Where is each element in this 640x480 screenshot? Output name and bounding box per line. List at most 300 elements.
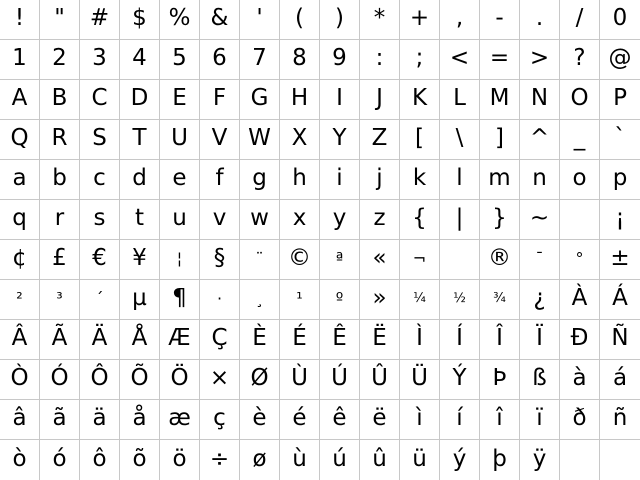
glyph-cell (200, 400, 240, 440)
glyph-character: & (210, 5, 229, 31)
glyph-cell (80, 320, 120, 360)
glyph-cell (560, 40, 600, 80)
glyph-character: ´ (95, 288, 104, 308)
glyph-cell (240, 120, 280, 160)
glyph-character: M (489, 85, 510, 111)
glyph-cell (560, 320, 600, 360)
glyph-cell (520, 80, 560, 120)
glyph-cell (240, 440, 280, 480)
glyph-character: Å (131, 325, 148, 351)
glyph-character: Ñ (611, 325, 629, 351)
glyph-cell (200, 120, 240, 160)
glyph-character: · (216, 288, 223, 308)
glyph-cell (80, 280, 120, 320)
glyph-cell (320, 0, 360, 40)
glyph-cell (600, 40, 640, 80)
glyph-character: 9 (332, 45, 347, 71)
glyph-character: E (172, 85, 187, 111)
glyph-cell (0, 200, 40, 240)
glyph-character: ÿ (532, 445, 547, 472)
glyph-character: j (376, 165, 383, 191)
glyph-cell (280, 200, 320, 240)
glyph-cell (40, 160, 80, 200)
glyph-cell (200, 80, 240, 120)
glyph-cell (520, 280, 560, 320)
glyph-cell (320, 40, 360, 80)
glyph-character: æ (168, 405, 191, 431)
glyph-cell (520, 320, 560, 360)
glyph-cell (160, 280, 200, 320)
glyph-cell (360, 80, 400, 120)
glyph-cell (120, 160, 160, 200)
glyph-character: à (572, 365, 587, 391)
glyph-character: ° (575, 248, 584, 268)
glyph-character: { (412, 205, 427, 231)
glyph-cell (40, 440, 80, 480)
glyph-character: v (212, 205, 227, 231)
glyph-cell (400, 360, 440, 400)
glyph-cell (560, 440, 600, 480)
glyph-character: H (290, 85, 309, 111)
glyph-cell (400, 80, 440, 120)
glyph-character: I (336, 85, 343, 111)
glyph-cell (480, 320, 520, 360)
glyph-cell (160, 440, 200, 480)
glyph-character: ú (332, 445, 347, 472)
glyph-character: R (51, 125, 68, 151)
glyph-character: ä (92, 405, 107, 431)
glyph-cell (480, 440, 520, 480)
glyph-character: y (332, 205, 347, 231)
glyph-cell (560, 0, 600, 40)
glyph-character: ë (372, 405, 387, 431)
glyph-cell (560, 160, 600, 200)
glyph-cell (120, 200, 160, 240)
glyph-character: h (292, 165, 307, 191)
glyph-cell (0, 280, 40, 320)
glyph-character: G (250, 85, 269, 111)
glyph-cell (280, 240, 320, 280)
glyph-cell (40, 120, 80, 160)
glyph-cell (480, 120, 520, 160)
glyph-character: Â (11, 325, 28, 351)
glyph-character: á (612, 365, 628, 391)
glyph-cell (520, 160, 560, 200)
glyph-cell (400, 400, 440, 440)
glyph-character: A (11, 85, 28, 111)
glyph-cell (600, 240, 640, 280)
glyph-cell (360, 280, 400, 320)
glyph-character: = (489, 45, 510, 71)
glyph-character: i (336, 165, 343, 191)
glyph-cell (120, 120, 160, 160)
glyph-character: a (12, 165, 27, 191)
glyph-character: ¶ (172, 285, 187, 311)
glyph-character: 0 (612, 5, 628, 31)
glyph-cell (440, 0, 480, 40)
glyph-character: ¨ (255, 248, 264, 268)
glyph-character: ¸ (255, 288, 264, 308)
glyph-cell (520, 120, 560, 160)
glyph-cell (200, 240, 240, 280)
glyph-character: ' (256, 5, 263, 31)
glyph-cell (240, 200, 280, 240)
glyph-cell (560, 240, 600, 280)
glyph-cell (360, 360, 400, 400)
glyph-character: » (372, 285, 387, 311)
glyph-character: Î (496, 325, 503, 351)
glyph-character: Ú (331, 365, 348, 391)
glyph-character: < (449, 45, 470, 71)
glyph-character: â (12, 405, 27, 431)
glyph-character: @ (608, 45, 632, 71)
glyph-cell (320, 320, 360, 360)
glyph-character: Ò (10, 365, 29, 391)
glyph-character: € (92, 245, 107, 271)
glyph-cell (160, 40, 200, 80)
glyph-character: Õ (130, 365, 149, 391)
glyph-cell (280, 360, 320, 400)
glyph-cell (440, 80, 480, 120)
glyph-character: } (492, 205, 507, 231)
glyph-character: ÷ (209, 445, 230, 472)
glyph-cell (360, 0, 400, 40)
glyph-character: ì (416, 405, 423, 431)
glyph-character: L (453, 85, 466, 111)
glyph-character: V (211, 125, 228, 151)
glyph-cell (160, 0, 200, 40)
glyph-cell (600, 360, 640, 400)
glyph-character: ! (14, 5, 25, 31)
glyph-character: © (288, 245, 311, 271)
glyph-cell (40, 0, 80, 40)
glyph-character: × (209, 365, 230, 391)
glyph-character: ` (614, 125, 626, 151)
glyph-cell (160, 160, 200, 200)
glyph-character: J (376, 85, 383, 111)
glyph-cell (0, 40, 40, 80)
glyph-cell (120, 280, 160, 320)
glyph-character: ³ (56, 288, 63, 308)
glyph-character: ¼ (413, 291, 426, 306)
glyph-cell (40, 400, 80, 440)
glyph-cell (400, 240, 440, 280)
glyph-character: > (529, 45, 550, 71)
glyph-cell (320, 280, 360, 320)
glyph-character: o (572, 165, 587, 191)
glyph-character: ( (295, 5, 304, 31)
glyph-character: ç (213, 405, 226, 431)
glyph-cell (240, 320, 280, 360)
glyph-character: X (291, 125, 308, 151)
glyph-character: ¥ (132, 245, 147, 271)
glyph-character: t (134, 205, 145, 231)
glyph-character: k (412, 165, 427, 191)
glyph-cell (120, 0, 160, 40)
glyph-cell (120, 440, 160, 480)
glyph-cell (40, 40, 80, 80)
glyph-cell (320, 440, 360, 480)
glyph-character: e (172, 165, 187, 191)
glyph-character: Y (332, 125, 347, 151)
glyph-cell (200, 440, 240, 480)
glyph-cell (520, 360, 560, 400)
glyph-character: [ (415, 125, 424, 151)
glyph-cell (600, 400, 640, 440)
glyph-cell (280, 0, 320, 40)
glyph-cell (120, 80, 160, 120)
glyph-character: _ (573, 125, 586, 151)
glyph-cell (320, 80, 360, 120)
glyph-cell (0, 240, 40, 280)
glyph-cell (120, 240, 160, 280)
glyph-character: ² (16, 288, 23, 308)
glyph-cell (320, 120, 360, 160)
glyph-cell (480, 360, 520, 400)
glyph-cell (0, 320, 40, 360)
glyph-character: Ë (372, 325, 387, 351)
glyph-cell (320, 360, 360, 400)
glyph-cell (600, 320, 640, 360)
glyph-cell (200, 200, 240, 240)
glyph-character: ù (292, 445, 307, 472)
glyph-character: ï (536, 405, 543, 431)
glyph-cell (280, 400, 320, 440)
glyph-character: w (250, 205, 269, 231)
glyph-character: þ (492, 445, 507, 472)
glyph-character: f (215, 165, 224, 191)
glyph-cell (40, 200, 80, 240)
glyph-character: Ø (250, 365, 269, 391)
glyph-cell (440, 160, 480, 200)
glyph-cell (240, 280, 280, 320)
glyph-character: ¡ (615, 205, 625, 231)
glyph-character: c (93, 165, 106, 191)
glyph-cell (360, 240, 400, 280)
glyph-cell (80, 200, 120, 240)
glyph-cell (440, 280, 480, 320)
glyph-cell (440, 40, 480, 80)
glyph-cell (480, 280, 520, 320)
glyph-cell (560, 280, 600, 320)
glyph-cell (600, 280, 640, 320)
glyph-character: ] (495, 125, 504, 151)
glyph-character: ¢ (12, 245, 27, 271)
glyph-character: F (212, 85, 227, 111)
glyph-cell (280, 320, 320, 360)
glyph-cell (160, 200, 200, 240)
glyph-character: º (335, 288, 344, 308)
glyph-character: µ (132, 285, 147, 311)
glyph-cell (80, 120, 120, 160)
glyph-cell (560, 120, 600, 160)
glyph-character: ü (412, 445, 427, 472)
glyph-character: û (372, 445, 387, 472)
glyph-cell (80, 80, 120, 120)
glyph-cell (120, 40, 160, 80)
glyph-character: 7 (252, 45, 267, 71)
glyph-cell (160, 120, 200, 160)
glyph-cell (520, 240, 560, 280)
glyph-character: D (130, 85, 149, 111)
glyph-cell (240, 40, 280, 80)
glyph-character: m (488, 165, 511, 191)
glyph-character: Á (612, 285, 628, 311)
glyph-character: | (455, 205, 464, 231)
glyph-cell (240, 0, 280, 40)
glyph-character: s (93, 205, 106, 231)
glyph-character: + (409, 5, 430, 31)
glyph-cell (520, 440, 560, 480)
glyph-cell (480, 80, 520, 120)
glyph-character: ¿ (533, 285, 546, 311)
glyph-cell (240, 240, 280, 280)
glyph-cell (480, 400, 520, 440)
glyph-character: ¬ (412, 248, 427, 268)
glyph-character: p (612, 165, 628, 191)
glyph-character: b (52, 165, 67, 191)
glyph-character: è (252, 405, 267, 431)
glyph-cell (120, 400, 160, 440)
glyph-cell (280, 440, 320, 480)
glyph-character: ® (488, 245, 511, 271)
glyph-cell (240, 160, 280, 200)
glyph-cell (400, 0, 440, 40)
glyph-character: z (373, 205, 386, 231)
glyph-cell (600, 440, 640, 480)
glyph-cell (360, 440, 400, 480)
glyph-character: ¯ (535, 248, 544, 268)
glyph-cell (360, 160, 400, 200)
glyph-character: ð (572, 405, 587, 431)
glyph-character: ø (252, 445, 267, 472)
glyph-character: Ó (50, 365, 69, 391)
glyph-character: ò (12, 445, 27, 472)
glyph-cell (280, 80, 320, 120)
glyph-character: ~ (529, 205, 550, 231)
glyph-character: r (54, 205, 65, 231)
glyph-character: ) (335, 5, 344, 31)
glyph-character: ± (610, 245, 630, 271)
glyph-cell (160, 320, 200, 360)
glyph-character: Ü (411, 365, 428, 391)
glyph-cell (200, 280, 240, 320)
glyph-character: ö (172, 445, 187, 472)
glyph-character: C (91, 85, 108, 111)
glyph-cell (480, 0, 520, 40)
glyph-character: / (575, 5, 584, 31)
glyph-character: . (535, 5, 544, 31)
glyph-cell (280, 120, 320, 160)
glyph-character: T (132, 125, 147, 151)
glyph-character: Ç (211, 325, 228, 351)
glyph-cell (0, 0, 40, 40)
glyph-character: \ (455, 125, 464, 151)
glyph-cell (320, 200, 360, 240)
glyph-cell (80, 440, 120, 480)
glyph-character: U (171, 125, 188, 151)
glyph-character: ^ (529, 125, 550, 151)
glyph-character: Ù (291, 365, 308, 391)
glyph-character: S (92, 125, 107, 151)
glyph-character: ó (52, 445, 67, 472)
glyph-character: Þ (492, 365, 507, 391)
glyph-character: : (375, 45, 384, 71)
glyph-character: É (292, 325, 307, 351)
glyph-cell (320, 400, 360, 440)
glyph-cell (40, 360, 80, 400)
glyph-cell (160, 80, 200, 120)
glyph-character: d (132, 165, 147, 191)
glyph-character: * (373, 5, 386, 31)
glyph-cell (440, 200, 480, 240)
glyph-cell (120, 320, 160, 360)
glyph-character: ¦ (176, 248, 183, 268)
glyph-cell (600, 80, 640, 120)
glyph-character: ß (532, 365, 547, 391)
glyph-cell (400, 320, 440, 360)
glyph-cell (200, 40, 240, 80)
glyph-character: Ô (90, 365, 109, 391)
glyph-cell (0, 80, 40, 120)
glyph-cell (400, 200, 440, 240)
glyph-character: Ö (170, 365, 189, 391)
glyph-character: $ (132, 5, 147, 31)
glyph-cell (0, 120, 40, 160)
glyph-cell (240, 360, 280, 400)
glyph-character: B (51, 85, 68, 111)
glyph-character: x (292, 205, 307, 231)
glyph-cell (440, 240, 480, 280)
glyph-cell (360, 120, 400, 160)
glyph-character: À (571, 285, 588, 311)
glyph-cell (520, 0, 560, 40)
glyph-character: 3 (92, 45, 107, 71)
glyph-cell (520, 400, 560, 440)
glyph-cell (200, 0, 240, 40)
glyph-cell (360, 400, 400, 440)
glyph-character: Ð (570, 325, 589, 351)
glyph-character: " (54, 5, 65, 31)
glyph-character (457, 251, 463, 267)
glyph-character: Ý (452, 365, 467, 391)
glyph-character: q (12, 205, 27, 231)
glyph-cell (440, 120, 480, 160)
glyph-cell (80, 40, 120, 80)
glyph-character: ? (573, 45, 586, 71)
glyph-character: K (411, 85, 428, 111)
glyph-cell (280, 160, 320, 200)
glyph-character: Ì (416, 325, 423, 351)
glyph-character: l (456, 165, 463, 191)
glyph-character: ½ (453, 291, 466, 306)
glyph-character: Ä (91, 325, 108, 351)
glyph-cell (280, 40, 320, 80)
glyph-cell (440, 400, 480, 440)
glyph-character: 1 (12, 45, 27, 71)
glyph-cell (560, 200, 600, 240)
glyph-cell (480, 200, 520, 240)
glyph-cell (520, 200, 560, 240)
glyph-cell (360, 320, 400, 360)
glyph-character: Ã (51, 325, 68, 351)
glyph-character: £ (52, 245, 67, 271)
glyph-character: ñ (612, 405, 628, 431)
glyph-cell (400, 440, 440, 480)
glyph-character: å (132, 405, 147, 431)
glyph-cell (80, 0, 120, 40)
glyph-cell (600, 200, 640, 240)
